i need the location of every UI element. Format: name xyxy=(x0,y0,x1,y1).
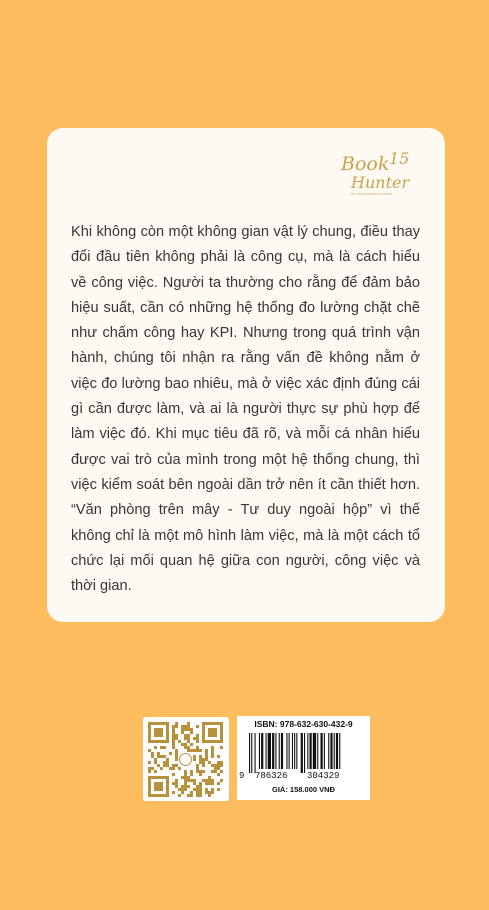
barcode-right-digits: 304329 xyxy=(307,771,340,781)
barcode-left-digits: 786326 xyxy=(255,771,288,781)
price-text: GIÁ: 158.000 VNĐ xyxy=(272,785,335,794)
barcode-first-digit: 9 xyxy=(239,771,245,781)
back-cover-text-card xyxy=(47,128,445,622)
barcode-bars xyxy=(247,733,360,773)
book-description-paragraph: Khi không còn một không gian vật lý chung, điều thay đổi đầu tiên không phải là công cụ, mà là cách hiểu về công việc. Người ta thường cho rằng để đảm bảo hiệu suất, cần có những hệ thống đo lường chặt chẽ như chấm công hay KPI. Nhưng trong quá trình vận hành, chúng tôi nhận ra rằng vấn đề không nằm ở việc đo lường bao nhiêu, mà ở việc xác định đúng cái gì cần được làm, và ai là người thực sự phù hợp để làm việc đó. Khi mục tiêu đã rõ, và mỗi cá nhân hiểu được vai trò của mình trong một hệ thống chung, thì việc kiểm soát bên ngoài dần trở nên ít cần thiết hơn. “Văn phòng trên mây - Tư duy ngoài hộp” vì thế không chỉ là một mô hình làm việc, mà là một cách tổ chức lại mối quan hệ giữa con người, công việc và thời gian. xyxy=(71,224,420,595)
book-hunter-logo xyxy=(339,148,419,198)
logo-tagline-text: BE A BOOK HUNTER TOGETHER xyxy=(351,193,393,196)
logo-hunter-text: Hunter xyxy=(351,173,410,192)
qr-code xyxy=(143,717,229,801)
isbn-text: ISBN: 978-632-630-432-9 xyxy=(254,719,353,729)
logo-book-text: Book xyxy=(341,153,390,175)
isbn-barcode-label xyxy=(237,716,370,800)
logo-number-text: 15 xyxy=(389,149,410,168)
